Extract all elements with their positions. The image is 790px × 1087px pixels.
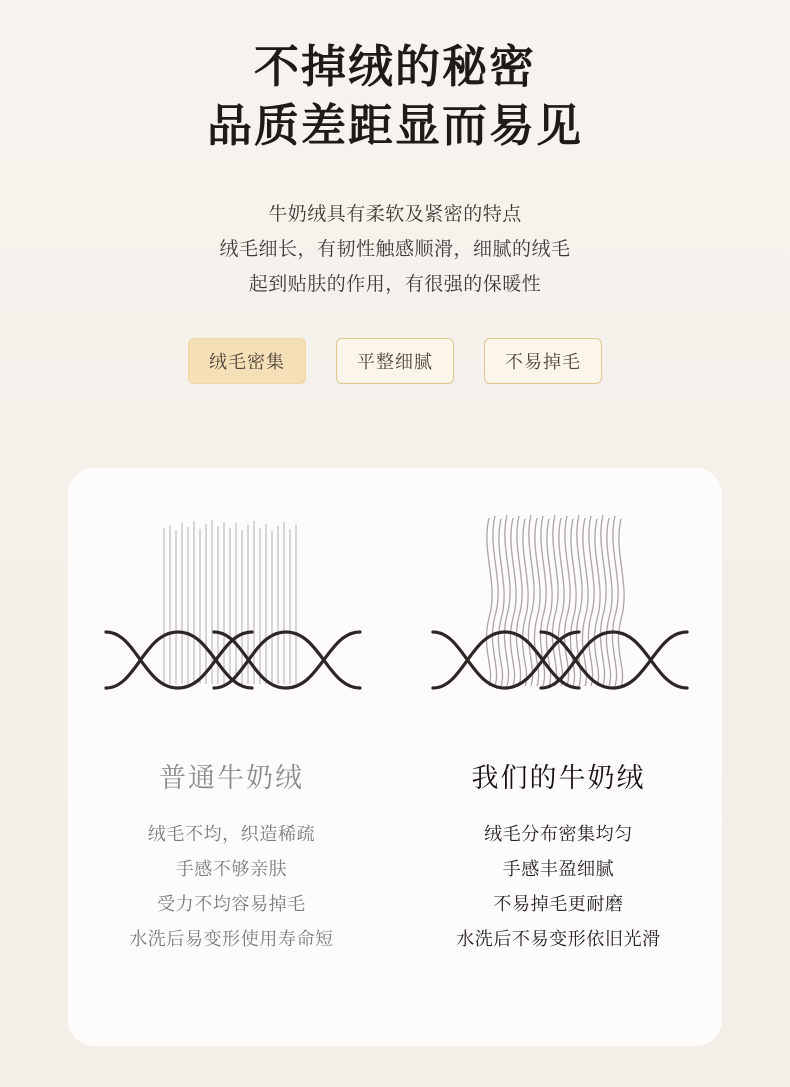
- ordinary-fabric-illustration: [92, 506, 372, 736]
- left-bullet-1: 绒毛不均，织造稀疏: [147, 824, 316, 844]
- headline-line-2: 品质差距显而易见: [206, 101, 583, 152]
- our-fabric-illustration: [419, 506, 699, 736]
- right-bullet-2: 手感丰盈细腻: [502, 859, 615, 880]
- headline-line-1: 不掉绒的秘密: [253, 42, 536, 92]
- comparison-column-left: [68, 468, 395, 1046]
- left-bullet-3: 受力不均容易掉毛: [157, 894, 306, 915]
- comparison-columns: [68, 468, 722, 1046]
- right-bullet-3: 不易掉毛更耐磨: [493, 894, 624, 915]
- description-line-3: 起到贴肤的作用，有很强的保暖性: [248, 274, 542, 296]
- description-line-2: 绒毛细长，有韧性触感顺滑，细腻的绒毛: [219, 238, 571, 260]
- feature-tag-3: 不易掉毛: [484, 338, 602, 384]
- left-bullet-2: 手感不够亲肤: [175, 859, 288, 880]
- feature-tag-2: 平整细腻: [336, 338, 454, 384]
- right-bullet-1: 绒毛分布密集均匀: [484, 824, 633, 844]
- feature-tag-list: [0, 338, 790, 384]
- headline-block: [0, 0, 790, 157]
- right-column-title: 我们的牛奶绒: [471, 763, 646, 793]
- left-column-title: 普通牛奶绒: [159, 763, 304, 793]
- right-bullet-4: 水洗后不易变形依旧光滑: [456, 929, 661, 950]
- right-column-bullets: [456, 817, 661, 957]
- comparison-column-right: [395, 468, 722, 1046]
- comparison-card: [68, 468, 722, 1046]
- left-bullet-4: 水洗后易变形使用寿命短: [129, 929, 334, 950]
- description-block: [0, 197, 790, 302]
- description-line-1: 牛奶绒具有柔软及紧密的特点: [268, 203, 522, 225]
- left-column-bullets: [129, 817, 334, 957]
- feature-tag-1: 绒毛密集: [188, 338, 306, 384]
